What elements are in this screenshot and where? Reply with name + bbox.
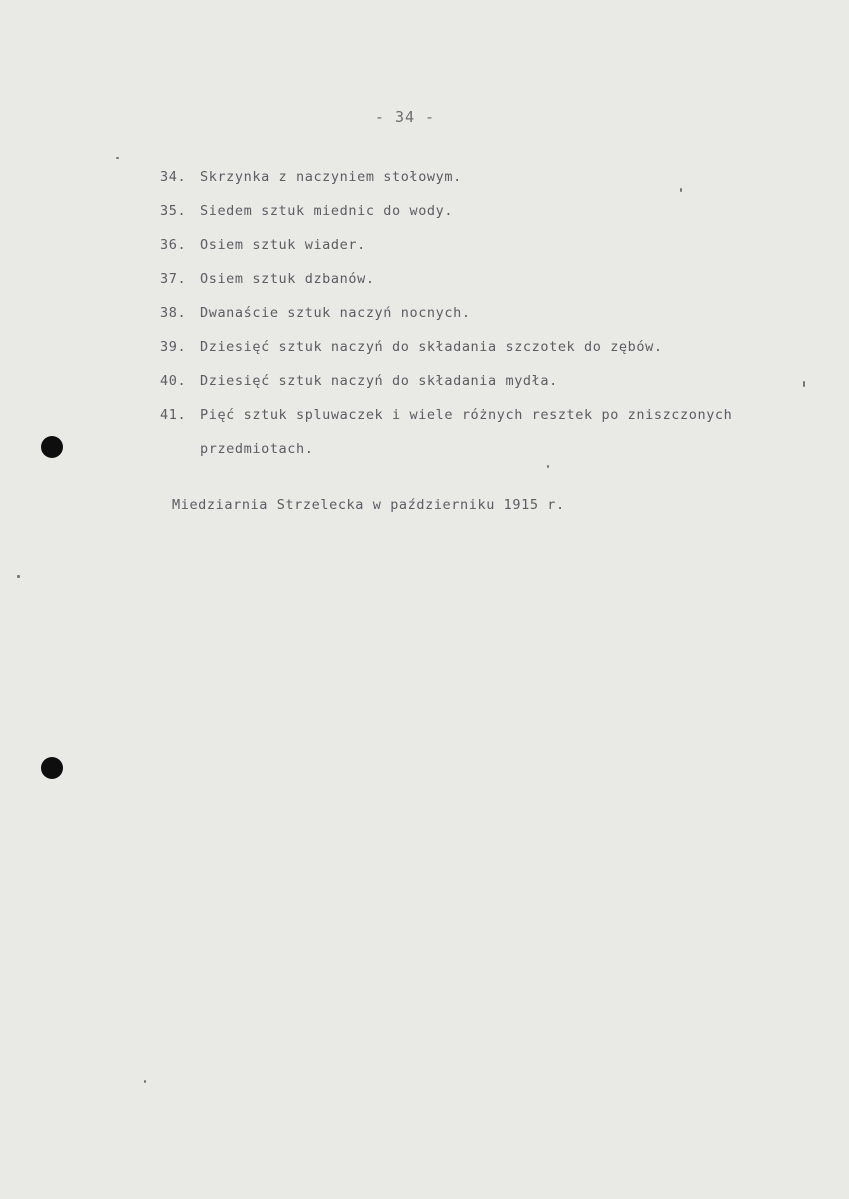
list-item <box>160 330 810 364</box>
item-number: 36. <box>160 237 187 253</box>
list-item <box>160 194 810 228</box>
list-item <box>160 296 810 330</box>
item-text: Skrzynka z naczyniem stołowym. <box>200 169 462 185</box>
list-item <box>160 262 810 296</box>
item-number: 41. <box>160 407 187 423</box>
item-text: Dwanaście sztuk naczyń nocnych. <box>200 305 471 321</box>
item-number: 38. <box>160 305 187 321</box>
item-number: 40. <box>160 373 187 389</box>
punch-hole <box>41 436 63 458</box>
page-number: - 34 - <box>374 108 436 126</box>
list-item <box>160 228 810 262</box>
item-text: Dziesięć sztuk naczyń do składania mydła. <box>200 373 558 389</box>
punch-hole <box>41 757 63 779</box>
list-item <box>160 160 810 194</box>
paper-speck <box>144 1080 146 1083</box>
item-text: Siedem sztuk miednic do wody. <box>200 203 454 219</box>
item-text: Osiem sztuk dzbanów. <box>200 271 375 287</box>
item-text: Dziesięć sztuk naczyń do składania szczotek do zębów. <box>200 339 663 355</box>
item-text: Osiem sztuk wiader. <box>200 237 366 253</box>
paper-speck <box>803 381 805 387</box>
inventory-list <box>160 160 810 466</box>
item-number: 37. <box>160 271 187 287</box>
paper-speck <box>17 575 20 578</box>
item-number: 34. <box>160 169 187 185</box>
item-number: 39. <box>160 339 187 355</box>
list-item <box>160 398 810 466</box>
paper-speck <box>547 465 549 468</box>
paper-speck <box>116 157 119 159</box>
list-item <box>160 364 810 398</box>
item-number: 35. <box>160 203 187 219</box>
paper-speck <box>680 188 682 192</box>
place-date-line: Miedziarnia Strzelecka w październiku 1915 r. <box>172 497 565 513</box>
item-text: Pięć sztuk spluwaczek i wiele różnych resztek po zniszczonych przedmiotach. <box>200 407 733 457</box>
